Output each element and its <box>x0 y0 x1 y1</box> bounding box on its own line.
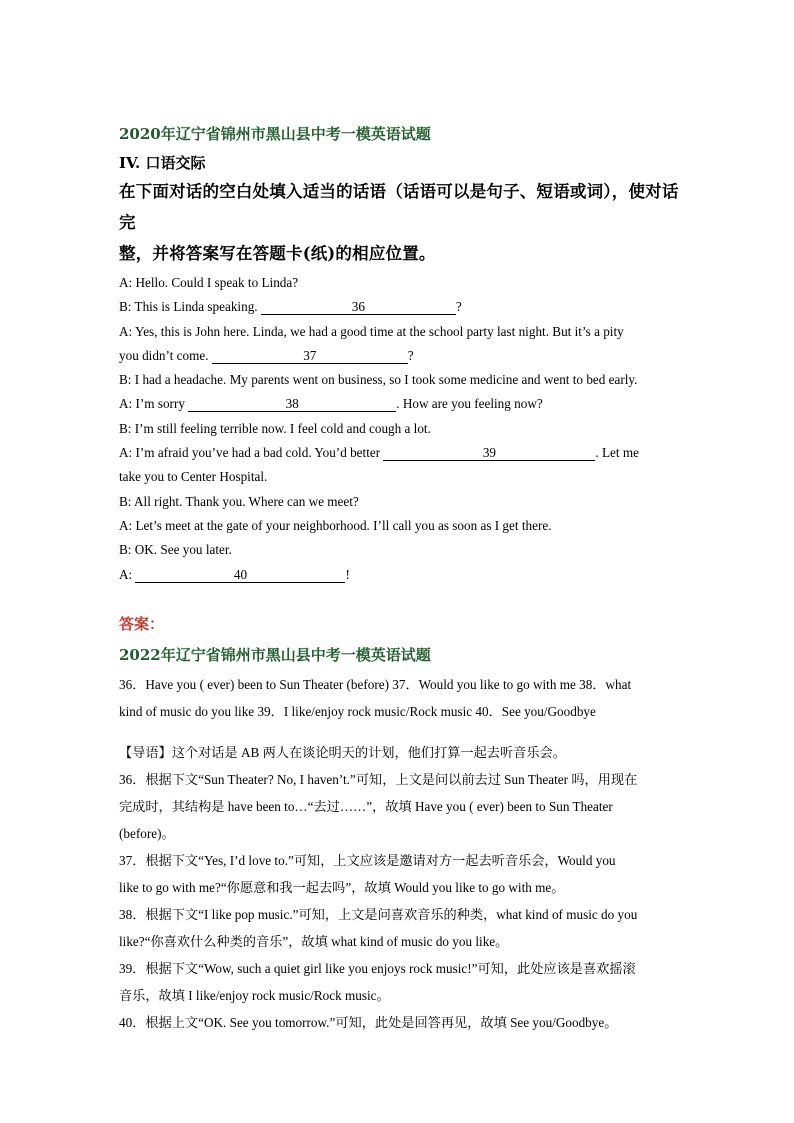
exam-title: 2020年辽宁省锦州市黑山县中考一模英语试题 <box>119 125 431 143</box>
dialogue-text: ! <box>345 566 350 582</box>
dialogue-text: B: This is Linda speaking. <box>119 299 261 315</box>
dialogue-line-4 <box>119 344 679 368</box>
dialogue-text: . Let me <box>595 445 639 461</box>
dialogue-line-1: A: Hello. Could I speak to Linda? <box>119 275 299 290</box>
section-heading: IV. 口语交际 <box>119 154 206 172</box>
dialogue-line-13 <box>119 563 679 587</box>
dialogue-text: ? <box>455 299 462 315</box>
dialogue-line-12: B: OK. See you later. <box>119 542 232 558</box>
dialogue-text: . How are you feeling now? <box>396 396 543 412</box>
explanation-line: 36．根据下文“Sun Theater? No, I haven’t.”可知，上文是问以前去过 Sun Theater 吗，用现在 <box>119 771 638 787</box>
dialogue-text: A: <box>119 566 136 582</box>
explanation-line: 音乐，故填 I like/enjoy rock music/Rock music。 <box>119 987 390 1003</box>
spacer <box>119 725 679 739</box>
dialogue-line-9: take you to Center Hospital. <box>119 469 268 485</box>
answers-line-2: kind of music do you like 39．I like/enjoy rock music/Rock music 40．See you/Goodbye <box>119 703 596 719</box>
dialogue-line-7: B: I’m still feeling terrible now. I feel cold and cough a lot. <box>119 420 431 436</box>
blank-37[interactable]: 37 <box>212 348 408 364</box>
blank-40[interactable]: 40 <box>135 567 345 583</box>
dialogue-line-6 <box>119 392 679 416</box>
explanation-line: 38．根据下文“I like pop music.”可知，上文是问喜欢音乐的种类，what kind of music do you <box>119 906 638 922</box>
dialogue-line-5: B: I had a headache. My parents went on business, so I took some medicine and went to bed early. <box>119 372 638 388</box>
explanation-line: 37．根据下文“Yes, I’d love to.”可知，上文应该是邀请对方一起去听音乐会，Would you <box>119 852 616 868</box>
explanation-line: 40．根据上文“OK. See you tomorrow.”可知，此处是回答再见，故填 See you/Goodbye。 <box>119 1014 618 1030</box>
explanation-line: (before)。 <box>119 825 175 841</box>
dialogue-text: A: I’m sorry <box>119 396 189 412</box>
explanation-line: 【导语】这个对话是 AB 两人在谈论明天的计划，他们打算一起去听音乐会。 <box>119 744 566 760</box>
blank-36[interactable]: 36 <box>261 299 456 315</box>
dialogue-text: ? <box>407 347 414 363</box>
dialogue <box>119 271 679 587</box>
explanation-line: like?“你喜欢什么种类的音乐”，故填 what kind of music do you like。 <box>119 933 509 949</box>
dialogue-line-2 <box>119 295 679 319</box>
dialogue-line-8 <box>119 441 679 465</box>
dialogue-line-3: A: Yes, this is John here. Linda, we had a good time at the school party last night. But it’s a pity <box>119 323 624 339</box>
dialogue-line-10: B: All right. Thank you. Where can we meet? <box>119 493 359 509</box>
blank-38[interactable]: 38 <box>188 396 396 412</box>
answer-label: 答案： <box>119 614 165 633</box>
dialogue-line-11: A: Let’s meet at the gate of your neighborhood. I’ll call you as soon as I get there. <box>119 517 552 533</box>
document-page <box>119 118 679 1036</box>
explanation-line: 完成时，其结构是 have been to…“去过……”，故填 Have you ( ever) been to Sun Theater <box>119 798 613 814</box>
explanation-line: like to go with me?“你愿意和我一起去吗”，故填 Would you like to go with me。 <box>119 879 565 895</box>
dialogue-text: you didn’t come. <box>119 347 212 363</box>
blank-39[interactable]: 39 <box>383 445 595 461</box>
instruction-line-1: 在下面对话的空白处填入适当的话语（话语可以是句子、短语或词），使对话完 <box>119 182 679 232</box>
explanations <box>119 739 679 1036</box>
answers-line-1: 36．Have you ( ever) been to Sun Theater (before) 37．Would you like to go with me 38．what <box>119 676 632 692</box>
dialogue-text: A: I’m afraid you’ve had a bad cold. You’d better <box>119 445 384 461</box>
answer-title: 2022年辽宁省锦州市黑山县中考一模英语试题 <box>119 645 431 664</box>
instruction-line-2: 整，并将答案写在答题卡(纸)的相应位置。 <box>119 244 436 263</box>
explanation-line: 39．根据下文“Wow, such a quiet girl like you enjoys rock music!”可知，此处应该是喜欢摇滚 <box>119 960 636 976</box>
